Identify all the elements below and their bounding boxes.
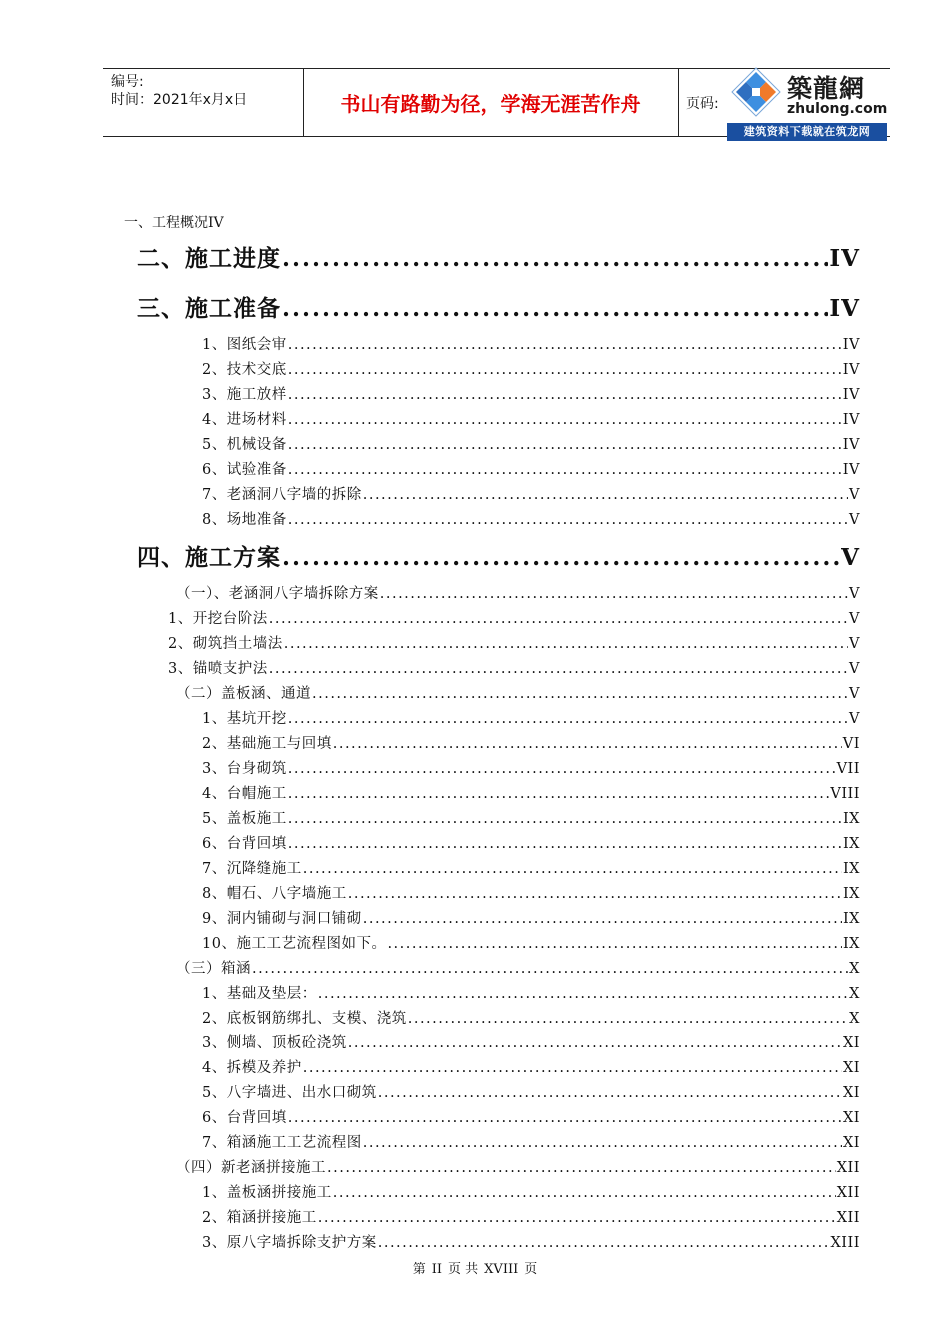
toc-entry-label: 8、帽石、八字墙施工 — [202, 886, 347, 902]
toc-entry-label: 3、原八字墙拆除支护方案 — [202, 1235, 377, 1251]
toc-entry-label: 3、施工放样 — [202, 387, 287, 403]
footer-suffix: 页 — [524, 1262, 538, 1277]
toc-entry[interactable] — [202, 408, 860, 432]
toc-entry-page: VI — [842, 736, 860, 752]
toc-entry-page: IV — [829, 295, 860, 322]
toc-entry-page: VII — [836, 761, 860, 777]
document-number-label: 编号: — [111, 74, 144, 90]
toc-heading[interactable] — [137, 541, 860, 575]
zhulong-logo[interactable] — [727, 63, 887, 141]
toc-leader-dots — [378, 1231, 830, 1255]
toc-entry-page: XII — [836, 1185, 860, 1201]
toc-entry-label: 2、底板钢筋绑扎、支模、浇筑 — [202, 1011, 407, 1027]
toc-first-line: 一、工程概况IV — [124, 215, 224, 231]
toc-entry[interactable] — [202, 1056, 860, 1080]
toc-leader-dots — [282, 292, 828, 326]
toc-leader-dots — [378, 1081, 842, 1105]
toc-entry-page: V — [849, 636, 860, 652]
logo-brand: 築龍網 — [787, 74, 866, 103]
toc-entry-label: 4、台帽施工 — [202, 786, 287, 802]
toc-leader-dots — [333, 1181, 836, 1205]
footer-total-pages: XVIII — [484, 1262, 519, 1277]
footer-current-page: II — [431, 1262, 443, 1277]
toc-leader-dots — [288, 458, 842, 482]
toc-leader-dots — [288, 807, 842, 831]
toc-leader-dots — [387, 932, 841, 956]
toc-entry[interactable] — [202, 1231, 860, 1255]
toc-leader-dots — [288, 433, 842, 457]
toc-leader-dots — [288, 383, 842, 407]
logo-tagline: 建筑资料下载就在筑龙网 — [727, 123, 887, 141]
toc-entry[interactable] — [176, 1156, 860, 1180]
toc-entry-label: 3、锚喷支护法 — [168, 661, 268, 677]
toc-entry[interactable] — [202, 832, 860, 856]
toc-entry-label: 6、试验准备 — [202, 462, 287, 478]
toc-entry[interactable] — [202, 932, 860, 956]
toc-entry-page: IV — [842, 437, 860, 453]
toc-entry-label: 2、箱涵拼接施工 — [202, 1210, 317, 1226]
footer-prefix: 第 — [412, 1262, 426, 1277]
toc-leader-dots — [282, 541, 840, 575]
toc-entry[interactable] — [202, 383, 860, 407]
toc-entry-label: （二）盖板涵、通道 — [176, 686, 311, 702]
toc-entry-label: 1、基坑开挖 — [202, 711, 287, 727]
toc-leader-dots — [282, 242, 828, 276]
toc-entry-label: 4、进场材料 — [202, 412, 287, 428]
toc-entry-page: V — [841, 544, 860, 571]
toc-entry-page: V — [849, 487, 860, 503]
toc-entry-label: 6、台背回填 — [202, 836, 287, 852]
toc-entry-label: 三、施工准备 — [137, 295, 281, 322]
toc-entry[interactable] — [202, 982, 860, 1006]
header-slogan: 书山有路勤为径，学海无涯苦作舟 — [340, 92, 641, 116]
toc-entry-page: IV — [842, 362, 860, 378]
toc-entry-label: 7、箱涵施工工艺流程图 — [202, 1135, 362, 1151]
toc-heading[interactable] — [137, 292, 860, 326]
toc-entry-page: X — [849, 961, 860, 977]
toc-leader-dots — [252, 957, 848, 981]
toc-entry-page: IV — [842, 337, 860, 353]
toc-entry-page: V — [849, 611, 860, 627]
toc-leader-dots — [363, 483, 848, 507]
toc-entry-page: V — [849, 686, 860, 702]
toc-entry[interactable] — [202, 1031, 860, 1055]
toc-entry-label: 1、开挖台阶法 — [168, 611, 268, 627]
toc-entry-page: V — [849, 586, 860, 602]
toc-leader-dots — [380, 582, 848, 606]
toc-entry-label: 2、基础施工与回填 — [202, 736, 332, 752]
toc-entry-page: IX — [842, 861, 860, 877]
toc-entry[interactable] — [202, 807, 860, 831]
page-footer — [0, 1258, 950, 1277]
toc-leader-dots — [318, 1206, 836, 1230]
toc-entry-label: 8、场地准备 — [202, 512, 287, 528]
toc-entry-page: V — [849, 661, 860, 677]
toc-entry[interactable] — [176, 582, 860, 606]
toc-entry-label: 2、技术交底 — [202, 362, 287, 378]
toc-entry-label: 10、施工工艺流程图如下。 — [202, 936, 387, 952]
page-code-label: 页码: — [686, 96, 719, 112]
toc-entry-label: 6、台背回填 — [202, 1110, 287, 1126]
toc-entry-page: XI — [842, 1110, 860, 1126]
document-time-label: 时间：2021年x月x日 — [111, 92, 248, 108]
toc-leader-dots — [312, 682, 848, 706]
logo-diamond-icon — [730, 66, 782, 118]
toc-entry-page: IV — [842, 387, 860, 403]
toc-entry-page: XI — [842, 1085, 860, 1101]
toc-entry[interactable] — [168, 632, 860, 656]
toc-entry-page: IV — [842, 412, 860, 428]
toc-leader-dots — [269, 607, 848, 631]
toc-entry[interactable] — [202, 508, 860, 532]
toc-entry-page: VIII — [830, 786, 860, 802]
toc-leader-dots — [348, 882, 842, 906]
toc-entry-label: 3、台身砌筑 — [202, 761, 287, 777]
toc-entry-page: X — [849, 1011, 860, 1027]
toc-leader-dots — [288, 757, 836, 781]
toc-entry[interactable] — [202, 882, 860, 906]
toc-entry-page: XI — [842, 1135, 860, 1151]
toc-leader-dots — [288, 707, 848, 731]
toc-entry-label: 四、施工方案 — [137, 544, 281, 571]
toc-leader-dots — [327, 1156, 836, 1180]
toc-entry[interactable] — [202, 1007, 860, 1031]
toc-entry[interactable] — [202, 1131, 860, 1155]
toc-entry-page: X — [849, 986, 860, 1002]
toc-entry[interactable] — [168, 657, 860, 681]
toc-entry-page: XI — [842, 1035, 860, 1051]
toc-entry[interactable] — [202, 782, 860, 806]
toc-leader-dots — [269, 657, 848, 681]
toc-entry[interactable] — [202, 757, 860, 781]
toc-entry[interactable] — [202, 857, 860, 881]
toc-entry[interactable] — [176, 957, 860, 981]
toc-entry-page: XII — [836, 1160, 860, 1176]
toc-entry[interactable] — [202, 1106, 860, 1130]
toc-entry-page: IV — [829, 245, 860, 272]
toc-leader-dots — [288, 1106, 842, 1130]
toc-entry[interactable] — [202, 458, 860, 482]
toc-entry[interactable] — [202, 907, 860, 931]
toc-entry[interactable] — [202, 1206, 860, 1230]
toc-entry-page: V — [849, 512, 860, 528]
toc-entry[interactable] — [202, 358, 860, 382]
toc-entry-page: IV — [842, 462, 860, 478]
toc-entry[interactable] — [202, 1081, 860, 1105]
footer-mid: 页 共 — [448, 1262, 479, 1277]
header-meta — [111, 73, 247, 109]
toc-entry-label: 1、图纸会审 — [202, 337, 287, 353]
toc-entry-label: 5、八字墙进、出水口砌筑 — [202, 1085, 377, 1101]
toc-entry-label: 1、基础及垫层： — [202, 986, 317, 1002]
toc-entry-page: XIII — [830, 1235, 860, 1251]
toc-entry-page: XII — [836, 1210, 860, 1226]
toc-entry[interactable] — [202, 333, 860, 357]
toc-entry[interactable] — [168, 607, 860, 631]
toc-leader-dots — [348, 1031, 842, 1055]
toc-leader-dots — [318, 982, 848, 1006]
toc-leader-dots — [363, 907, 842, 931]
toc-leader-dots — [288, 832, 842, 856]
toc-leader-dots — [288, 333, 842, 357]
toc-entry[interactable] — [202, 732, 860, 756]
toc-entry[interactable] — [176, 682, 860, 706]
toc-entry-page: IX — [842, 936, 860, 952]
toc-entry-page: IX — [842, 811, 860, 827]
toc-leader-dots — [408, 1007, 848, 1031]
toc-entry-label: 1、盖板涵拼接施工 — [202, 1185, 332, 1201]
toc-entry-page: XI — [842, 1060, 860, 1076]
toc-leader-dots — [288, 782, 830, 806]
toc-entry[interactable] — [202, 433, 860, 457]
toc-entry-label: 7、老涵洞八字墙的拆除 — [202, 487, 362, 503]
header-divider — [678, 69, 679, 136]
toc-entry-label: 2、砌筑挡土墙法 — [168, 636, 283, 652]
toc-heading[interactable] — [137, 242, 860, 276]
toc-entry-label: （三）箱涵 — [176, 961, 251, 977]
toc-entry-label: 3、侧墙、顶板砼浇筑 — [202, 1035, 347, 1051]
toc-leader-dots — [303, 857, 842, 881]
toc-entry[interactable] — [202, 707, 860, 731]
toc-entry-label: 9、洞内铺砌与洞口铺砌 — [202, 911, 362, 927]
toc-entry[interactable] — [202, 1181, 860, 1205]
toc-leader-dots — [303, 1056, 842, 1080]
toc-entry-page: IX — [842, 836, 860, 852]
logo-domain: zhulong.com — [787, 101, 888, 117]
toc-entry-label: 5、盖板施工 — [202, 811, 287, 827]
toc-leader-dots — [288, 408, 842, 432]
toc-entry[interactable] — [202, 483, 860, 507]
toc-entry-page: IX — [842, 911, 860, 927]
toc-leader-dots — [333, 732, 842, 756]
toc-entry-label: 4、拆模及养护 — [202, 1060, 302, 1076]
toc-entry-label: （四）新老涵拼接施工 — [176, 1160, 326, 1176]
toc-entry-page: V — [849, 711, 860, 727]
toc-leader-dots — [284, 632, 848, 656]
toc-entry-page: IX — [842, 886, 860, 902]
toc-leader-dots — [363, 1131, 842, 1155]
toc-entry-label: （一）、老涵洞八字墙拆除方案 — [176, 586, 379, 602]
toc-leader-dots — [288, 358, 842, 382]
toc-leader-dots — [288, 508, 848, 532]
toc-entry-label: 二、施工进度 — [137, 245, 281, 272]
toc-entry-label: 7、沉降缝施工 — [202, 861, 302, 877]
toc-entry-label: 5、机械设备 — [202, 437, 287, 453]
